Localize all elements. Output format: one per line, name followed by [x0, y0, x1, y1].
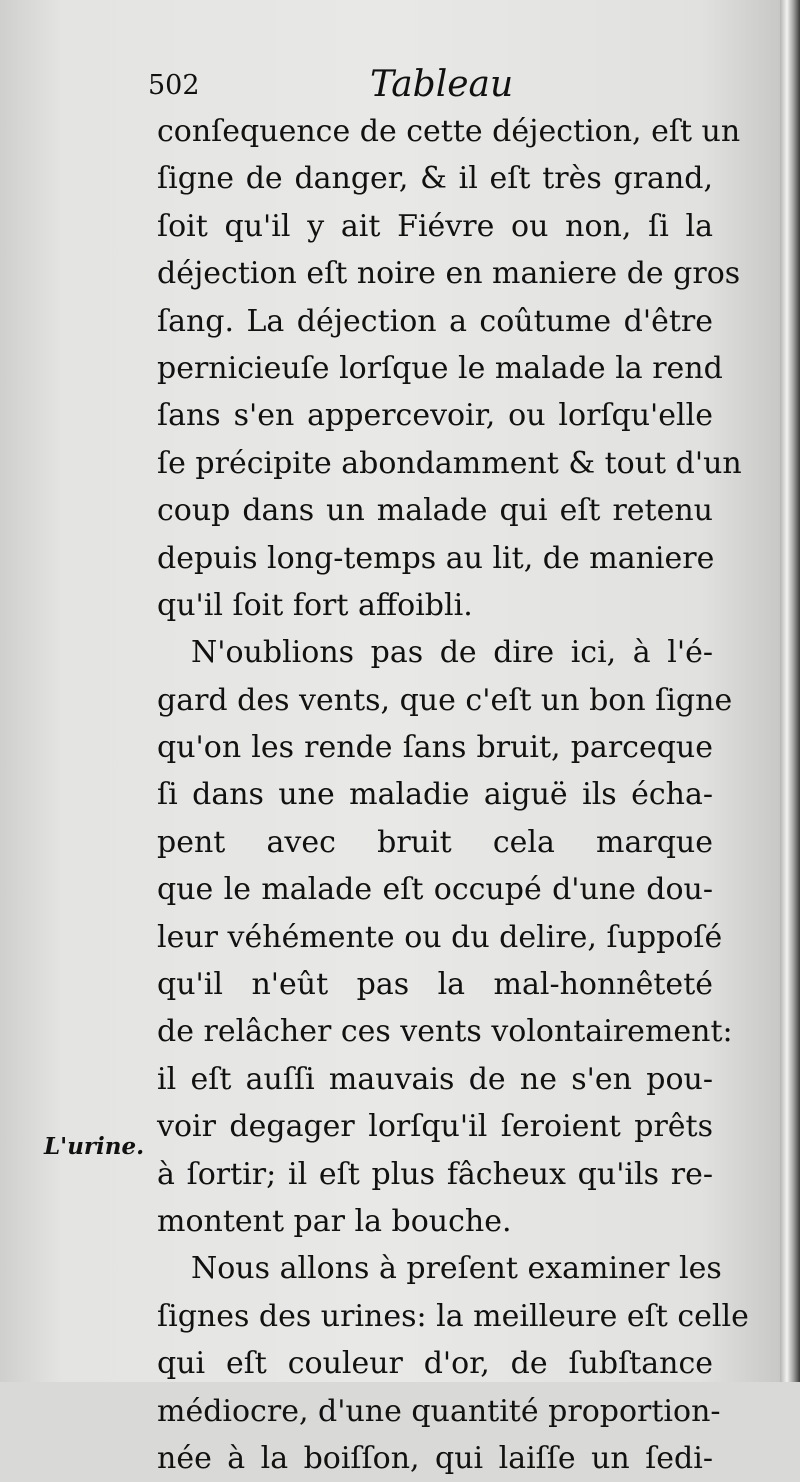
page-edge-shadow [780, 0, 800, 1382]
text-line: N'oublions pas de dire ici, à l'é- [191, 635, 713, 671]
text-line: qui eſt couleur d'or, de ſubſtance [157, 1346, 713, 1382]
text-line: née à la boiſſon, qui laiſſe un ſedi- [157, 1440, 713, 1476]
text-line: que le malade eſt occupé d'une dou- [157, 872, 713, 908]
page-number: 502 [148, 70, 200, 101]
text-line: Nous allons à preſent examiner les [191, 1251, 722, 1287]
text-line: pent avec bruit cela marque [157, 824, 713, 860]
text-line: de relâcher ces vents volontairement: [157, 1014, 733, 1050]
text-line: médiocre, d'une quantité proportion- [157, 1393, 721, 1429]
text-line: ſigne de danger, & il eſt très grand, [157, 161, 713, 197]
text-line: depuis long-temps au lit, de maniere [157, 540, 715, 576]
text-line: ſans s'en appercevoir, ou lorſqu'elle [157, 398, 713, 434]
text-line: ſoit qu'il y ait Fiévre ou non, ſi la [157, 208, 713, 244]
margin-note: L'urine. [44, 1133, 145, 1160]
text-line: qu'il ſoit fort affoibli. [157, 587, 473, 623]
text-line: il eſt auſſi mauvais de ne s'en pou- [157, 1061, 713, 1097]
text-line: montent par la bouche. [157, 1203, 512, 1239]
text-line: conſequence de cette déjection, eſt un [157, 114, 741, 149]
text-line: ſignes des urines: la meilleure eſt celle [157, 1298, 749, 1334]
running-title: Tableau [370, 64, 514, 105]
text-line: déjection eſt noire en maniere de gros [157, 256, 741, 292]
text-line: pernicieuſe lorſque le malade la rend [157, 350, 723, 386]
text-line: ſi dans une maladie aiguë ils écha- [157, 777, 713, 813]
text-line: leur véhémente ou du delire, ſuppoſé [157, 919, 723, 955]
running-head [148, 64, 708, 108]
body-text [157, 108, 749, 1482]
text-line: à ſortir; il eſt plus fâcheux qu'ils re- [157, 1156, 713, 1192]
text-line: qu'il n'eût pas la mal-honnêteté [157, 967, 713, 1003]
text-line: ſang. La déjection a coûtume d'être [157, 303, 713, 339]
text-line: qu'on les rende ſans bruit, parceque [157, 730, 713, 766]
text-line: coup dans un malade qui eſt retenu [157, 493, 713, 529]
text-line: ſe précipite abondamment & tout d'un [157, 445, 742, 481]
text-line: gard des vents, que c'eſt un bon ſigne [157, 682, 733, 718]
text-line: voir degager lorſqu'il ſeroient prêts [157, 1109, 713, 1145]
